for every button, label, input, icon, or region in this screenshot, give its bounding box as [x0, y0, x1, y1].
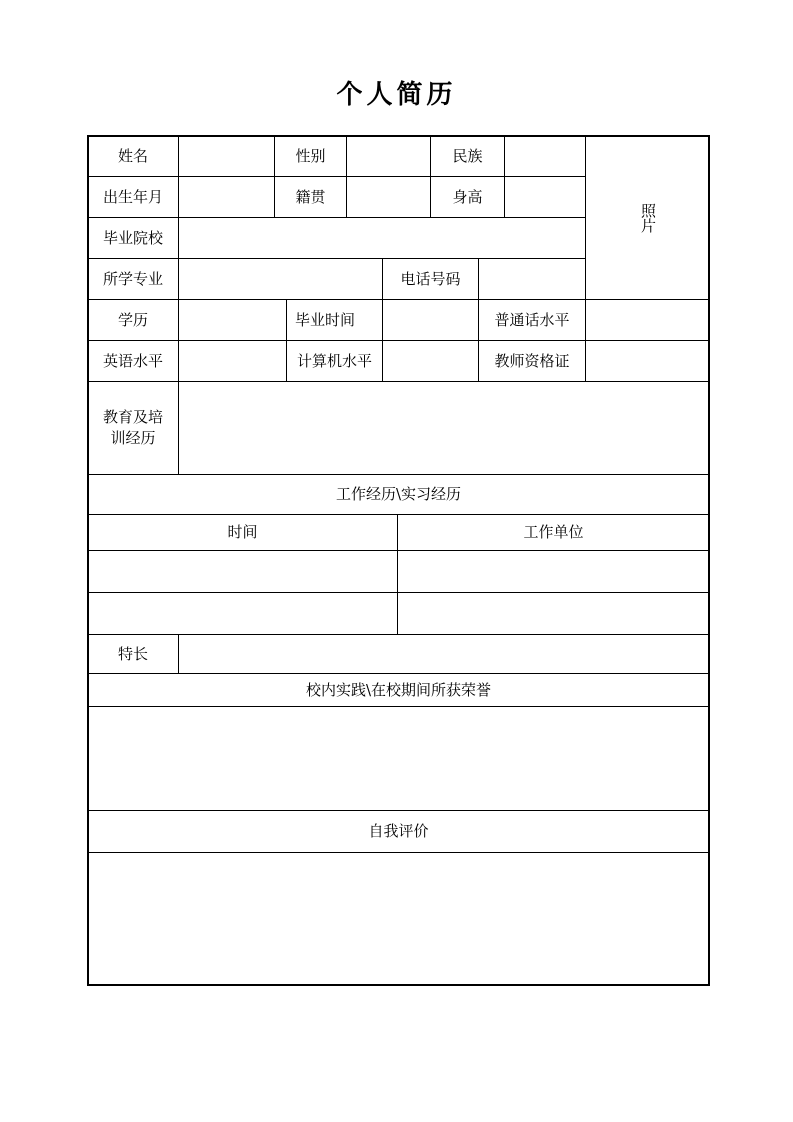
- gender-label: 性别: [295, 147, 326, 165]
- photo-box[interactable]: [586, 137, 709, 299]
- height-field[interactable]: [505, 177, 585, 217]
- english-field[interactable]: [179, 341, 286, 381]
- mandarin-label: 普通话水平: [494, 310, 570, 329]
- page-title: 个人简历: [336, 80, 457, 110]
- major-field[interactable]: [179, 259, 382, 299]
- school-label: 毕业院校: [102, 228, 163, 247]
- photo-label: 照片: [639, 203, 657, 233]
- name-label: 姓名: [117, 147, 148, 165]
- teacher-cert-label: 教师资格证: [494, 351, 570, 370]
- phone-label: 电话号码: [400, 269, 461, 288]
- birth-field[interactable]: [179, 177, 274, 217]
- training-label: 教育及培训经历: [102, 408, 163, 447]
- ethnicity-label: 民族: [452, 147, 483, 165]
- training-field[interactable]: [179, 382, 709, 474]
- ethnicity-field[interactable]: [505, 137, 585, 176]
- honors-field[interactable]: [88, 707, 709, 810]
- height-label: 身高: [452, 187, 483, 206]
- phone-field[interactable]: [479, 259, 585, 299]
- grad-time-label: 毕业时间: [295, 310, 356, 329]
- computer-label: 计算机水平: [296, 351, 372, 370]
- grad-time-field[interactable]: [383, 300, 478, 340]
- education-label: 学历: [117, 310, 148, 329]
- major-label: 所学专业: [102, 269, 163, 288]
- gender-field[interactable]: [347, 137, 430, 176]
- specialty-field[interactable]: [179, 635, 709, 673]
- work-unit-header: 工作单位: [523, 523, 584, 541]
- name-field[interactable]: [179, 137, 274, 176]
- native-place-field[interactable]: [347, 177, 430, 217]
- self-eval-field[interactable]: [88, 853, 709, 984]
- honors-section-header: 校内实践\在校期间所获荣誉: [305, 680, 492, 699]
- birth-label: 出生年月: [102, 187, 163, 206]
- work-unit-field[interactable]: [398, 551, 709, 592]
- mandarin-field[interactable]: [586, 300, 709, 340]
- native-place-label: 籍贯: [295, 187, 326, 206]
- work-time-field[interactable]: [88, 593, 397, 634]
- specialty-label: 特长: [117, 644, 148, 663]
- teacher-cert-field[interactable]: [586, 341, 709, 381]
- self-eval-header: 自我评价: [368, 822, 429, 840]
- school-field[interactable]: [179, 218, 585, 258]
- work-unit-field[interactable]: [398, 593, 709, 634]
- work-time-header: 时间: [227, 523, 258, 541]
- work-time-field[interactable]: [88, 551, 397, 592]
- english-label: 英语水平: [102, 351, 163, 370]
- education-field[interactable]: [179, 300, 286, 340]
- computer-field[interactable]: [383, 341, 478, 381]
- work-section-header: 工作经历\实习经历: [335, 485, 462, 503]
